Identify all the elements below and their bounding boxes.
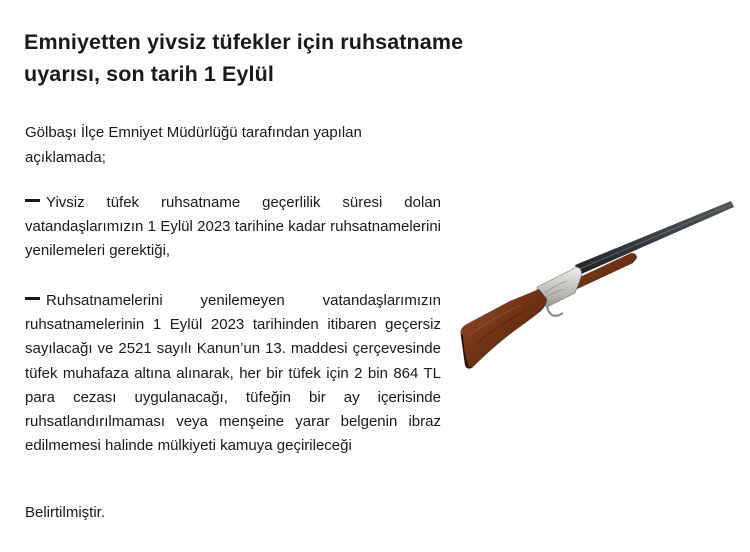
bullet-item-1 <box>25 191 441 264</box>
bullet-item-2 <box>25 289 441 458</box>
article-title: Emniyetten yivsiz tüfekler için ruhsatname uyarısı, son tarih 1 Eylül <box>24 30 464 86</box>
shotgun-image <box>455 195 740 375</box>
article-intro: Gölbaşı İlçe Emniyet Müdürlüğü tarafından yapılan açıklamada; <box>25 124 362 166</box>
dash-bullet-icon <box>25 199 40 202</box>
article-closing: Belirtilmiştir. <box>25 504 106 521</box>
dash-bullet-icon <box>25 297 40 300</box>
bullet-text-2: Ruhsatnamelerini yenilemeyen vatandaşlarımızın ruhsatnamelerinin 1 Eylül 2023 tarihinden itibaren geçersiz sayılacağı ve 2521 sayılı Kanun’un 13. maddesi çerçevesinde tüfek muhafaza altına alınarak, her bir tüfek için 2 bin 864 TL para cezası uygulanacağı, tüfeğin bir ay içerisinde ruhsatlandırılmaması veya menşeine yarar belgenin ibraz edilmemesi halinde mülkiyeti kamuya geçirileceği <box>25 292 441 455</box>
bullet-text-1: Yivsiz tüfek ruhsatname geçerlilik süresi dolan vatandaşlarımızın 1 Eylül 2023 tarihine kadar ruhsatnamelerini yenilemeleri gerektiği, <box>25 194 441 260</box>
